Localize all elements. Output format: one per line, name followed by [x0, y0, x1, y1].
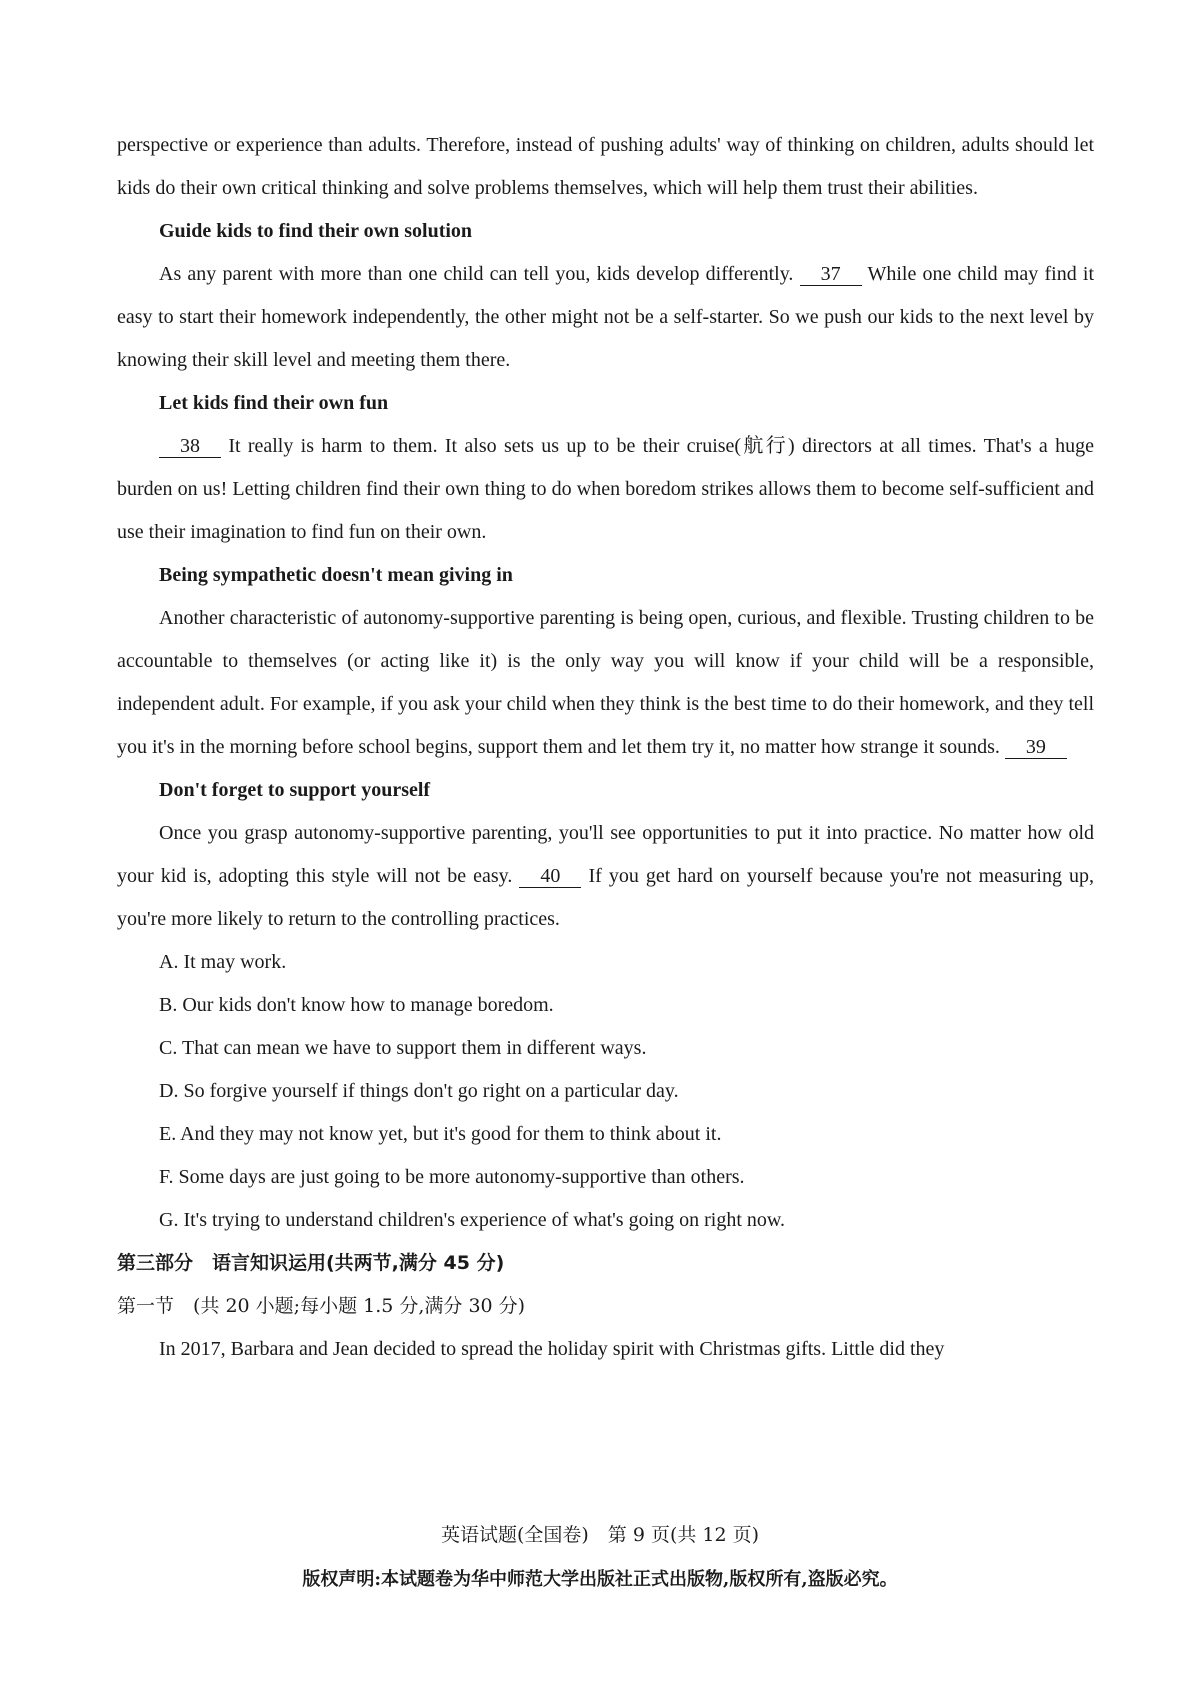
copyright-notice: 版权声明:本试题卷为华中师范大学出版社正式出版物,版权所有,盗版必究。 [302, 1569, 898, 1590]
paragraph-find-fun [117, 425, 1094, 554]
section-subtitle: 第一节 (共 20 小题;每小题 1.5 分,满分 30 分) [117, 1295, 526, 1317]
paragraph-text: If you get hard on yourself because you're not measuring up, you're more likely to return to the controlling practices. [117, 865, 1094, 930]
option-b: B. Our kids don't know how to manage boredom. [159, 994, 554, 1016]
option-e: E. And they may not know yet, but it's good for them to think about it. [159, 1123, 722, 1145]
cloze-intro: In 2017, Barbara and Jean decided to spread the holiday spirit with Christmas gifts. Little did they [159, 1338, 945, 1360]
paragraph-sympathetic [117, 597, 1094, 769]
blank-40: 40 [519, 865, 581, 888]
paragraph-text: Once you grasp autonomy-supportive parenting, you'll see opportunities to put it into practice. No matter how old your kid is, adopting this style will not be easy. [117, 822, 1094, 887]
paragraph-guide-kids [117, 253, 1094, 382]
paragraph-text: While one child may find it easy to start their homework independently, the other might not be a self-starter. So we push our kids to the next level by knowing their skill level and meeting them there. [117, 263, 1095, 371]
heading-support-yourself: Don't forget to support yourself [159, 779, 431, 801]
section-title: 第三部分 语言知识运用(共两节,满分 45 分) [117, 1252, 505, 1274]
blank-39: 39 [1005, 736, 1067, 759]
paragraph-intro: perspective or experience than adults. Therefore, instead of pushing adults' way of thinking on children, adults should let kids do their own critical thinking and solve problems themselves, which will help them trust their abilities. [117, 134, 1094, 199]
answer-options [117, 941, 1094, 1242]
reading-passage [117, 124, 1094, 1371]
blank-38: 38 [159, 435, 221, 458]
paragraph-text: As any parent with more than one child can tell you, kids develop differently. [159, 263, 794, 285]
paragraph-support-yourself [117, 812, 1094, 941]
heading-sympathetic: Being sympathetic doesn't mean giving in [159, 564, 513, 586]
paragraph-text: It really is harm to them. It also sets us up to be their cruise(航行) directors at all times. That's a huge burden on us! Letting children find their own thing to do when boredom strikes allows them to become self-sufficient and use their imagination to find fun on their own. [117, 435, 1094, 543]
heading-find-fun: Let kids find their own fun [159, 392, 389, 414]
option-d: D. So forgive yourself if things don't go right on a particular day. [159, 1080, 679, 1102]
paragraph-text: Another characteristic of autonomy-supportive parenting is being open, curious, and flexible. Trusting children to be accountable to themselves (or acting like it) is the only way you will know if your child will be a responsible, independent adult. For example, if you ask your child when they think is the best time to do their homework, and they tell you it's in the morning before school begins, support them and let them try it, no matter how strange it sounds. [117, 607, 1094, 758]
option-f: F. Some days are just going to be more autonomy-supportive than others. [159, 1166, 745, 1188]
option-c: C. That can mean we have to support them in different ways. [159, 1037, 647, 1059]
page-number: 英语试题(全国卷) 第 9 页(共 12 页) [440, 1524, 760, 1546]
heading-guide-kids: Guide kids to find their own solution [159, 220, 473, 242]
blank-37: 37 [800, 263, 862, 286]
option-a: A. It may work. [159, 951, 287, 973]
option-g: G. It's trying to understand children's experience of what's going on right now. [159, 1209, 786, 1231]
